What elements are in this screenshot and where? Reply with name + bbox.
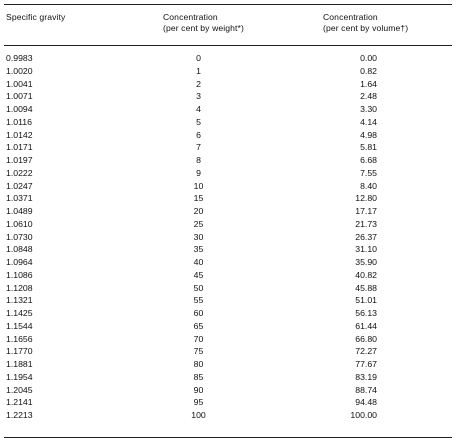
- cell-specific-gravity: 1.1208: [6, 282, 33, 293]
- table-row: [0, 65, 456, 78]
- cell-weight-percent: 2: [196, 78, 201, 89]
- table-row: [0, 154, 456, 167]
- table-row: [0, 345, 456, 358]
- header-concentration-volume: [323, 12, 408, 34]
- table-row: [0, 141, 456, 154]
- header-divider-rule: [4, 45, 452, 46]
- cell-volume-percent: 3.30: [360, 104, 377, 114]
- cell-volume-percent: 26.37: [355, 231, 377, 242]
- cell-volume-percent: 66.80: [355, 333, 377, 344]
- cell-volume-percent: 35.90: [355, 257, 377, 267]
- table-row: [0, 243, 456, 256]
- table-row: [0, 396, 456, 409]
- table-row: [0, 371, 456, 384]
- header-weight-line1: Concentration: [163, 12, 218, 22]
- cell-specific-gravity: 1.1086: [6, 269, 33, 280]
- cell-specific-gravity: 1.0071: [6, 91, 33, 102]
- cell-specific-gravity: 1.1954: [6, 371, 33, 382]
- cell-weight-percent: 25: [193, 218, 204, 229]
- cell-specific-gravity: 0.9983: [6, 53, 33, 63]
- table-row: [0, 333, 456, 346]
- table-row: [0, 52, 456, 65]
- cell-specific-gravity: 1.0964: [6, 257, 33, 267]
- header-volume-line2: (per cent by volume†): [323, 23, 409, 33]
- cell-volume-percent: 100.00: [350, 410, 377, 420]
- cell-specific-gravity: 1.1656: [6, 333, 33, 344]
- cell-volume-percent: 0.00: [360, 53, 377, 63]
- cell-specific-gravity: 1.1544: [6, 320, 33, 331]
- cell-specific-gravity: 1.0116: [6, 116, 32, 127]
- table-row: [0, 256, 456, 269]
- cell-specific-gravity: 1.2045: [6, 384, 33, 395]
- cell-volume-percent: 17.17: [355, 206, 377, 216]
- cell-specific-gravity: 1.0489: [6, 206, 33, 216]
- header-concentration-weight: [163, 12, 244, 34]
- cell-volume-percent: 51.01: [355, 295, 377, 306]
- cell-weight-percent: 100: [191, 410, 206, 420]
- cell-specific-gravity: 1.0094: [6, 104, 33, 114]
- cell-weight-percent: 95: [193, 397, 204, 408]
- cell-volume-percent: 21.73: [355, 218, 377, 229]
- cell-specific-gravity: 1.0371: [6, 193, 33, 204]
- table-row: [0, 129, 456, 142]
- cell-volume-percent: 2.48: [360, 91, 377, 102]
- cell-volume-percent: 0.82: [360, 65, 377, 76]
- cell-weight-percent: 50: [193, 282, 204, 293]
- cell-volume-percent: 94.48: [355, 397, 377, 408]
- cell-volume-percent: 12.80: [355, 193, 377, 204]
- cell-weight-percent: 60: [193, 308, 204, 318]
- table-row: [0, 90, 456, 103]
- cell-specific-gravity: 1.0247: [6, 180, 33, 191]
- table-row: [0, 180, 456, 193]
- cell-volume-percent: 56.13: [355, 308, 377, 318]
- cell-specific-gravity: 1.0041: [6, 78, 33, 89]
- cell-weight-percent: 10: [193, 180, 204, 191]
- cell-weight-percent: 35: [193, 244, 204, 255]
- cell-weight-percent: 85: [193, 371, 204, 382]
- cell-volume-percent: 1.64: [360, 78, 377, 89]
- table-row: [0, 358, 456, 371]
- cell-weight-percent: 90: [193, 384, 204, 395]
- table-row: [0, 320, 456, 333]
- cell-specific-gravity: 1.0171: [6, 142, 33, 153]
- table-row: [0, 192, 456, 205]
- table-row: [0, 282, 456, 295]
- cell-volume-percent: 83.19: [355, 371, 377, 382]
- cell-volume-percent: 45.88: [355, 282, 377, 293]
- cell-volume-percent: 4.14: [360, 116, 377, 127]
- cell-weight-percent: 0: [196, 53, 201, 63]
- cell-specific-gravity: 1.2141: [6, 397, 33, 408]
- table-row: [0, 78, 456, 91]
- cell-specific-gravity: 1.0222: [6, 167, 33, 178]
- header-specific-gravity: [6, 12, 65, 23]
- table-row: [0, 116, 456, 129]
- cell-weight-percent: 1: [196, 65, 201, 76]
- cell-weight-percent: 5: [196, 116, 201, 127]
- table-top-rule: [4, 4, 452, 5]
- cell-weight-percent: 30: [193, 231, 204, 242]
- table-bottom-rule: [4, 437, 452, 438]
- table-row: [0, 384, 456, 397]
- table-row: [0, 167, 456, 180]
- table-row: [0, 307, 456, 320]
- cell-weight-percent: 3: [196, 91, 201, 102]
- cell-weight-percent: 70: [193, 333, 204, 344]
- cell-weight-percent: 6: [196, 129, 201, 140]
- cell-specific-gravity: 1.1425: [6, 308, 33, 318]
- cell-volume-percent: 6.68: [360, 155, 377, 165]
- cell-specific-gravity: 1.1321: [6, 295, 33, 306]
- cell-weight-percent: 45: [193, 269, 204, 280]
- cell-volume-percent: 61.44: [355, 320, 377, 331]
- cell-weight-percent: 20: [193, 206, 204, 216]
- cell-volume-percent: 31.10: [355, 244, 377, 255]
- table-row: [0, 294, 456, 307]
- cell-weight-percent: 15: [193, 193, 204, 204]
- table-row: [0, 205, 456, 218]
- cell-specific-gravity: 1.0610: [6, 218, 33, 229]
- cell-specific-gravity: 1.2213: [6, 410, 33, 420]
- cell-weight-percent: 4: [196, 104, 201, 114]
- cell-weight-percent: 8: [196, 155, 201, 165]
- cell-volume-percent: 8.40: [360, 180, 377, 191]
- cell-weight-percent: 80: [193, 359, 204, 369]
- cell-specific-gravity: 1.0142: [6, 129, 33, 140]
- cell-volume-percent: 77.67: [355, 359, 377, 369]
- header-volume-line1: Concentration: [323, 12, 378, 22]
- cell-specific-gravity: 1.1770: [6, 346, 33, 357]
- cell-weight-percent: 75: [193, 346, 204, 357]
- cell-specific-gravity: 1.0848: [6, 244, 33, 255]
- table-row: [0, 218, 456, 231]
- cell-weight-percent: 9: [196, 167, 201, 178]
- cell-volume-percent: 4.98: [360, 129, 377, 140]
- cell-weight-percent: 65: [193, 320, 204, 331]
- cell-volume-percent: 40.82: [355, 269, 377, 280]
- cell-volume-percent: 5.81: [360, 142, 377, 153]
- cell-weight-percent: 7: [196, 142, 201, 153]
- header-weight-line2: (per cent by weight*): [163, 23, 244, 33]
- cell-weight-percent: 40: [193, 257, 204, 267]
- cell-specific-gravity: 1.0730: [6, 231, 33, 242]
- cell-volume-percent: 7.55: [360, 167, 377, 178]
- cell-specific-gravity: 1.0197: [6, 155, 33, 165]
- cell-specific-gravity: 1.1881: [6, 359, 33, 369]
- table-row: [0, 231, 456, 244]
- cell-weight-percent: 55: [193, 295, 204, 306]
- header-specific-gravity-label: Specific gravity: [6, 12, 66, 22]
- table-body: [0, 52, 456, 422]
- table-row: [0, 103, 456, 116]
- cell-volume-percent: 72.27: [355, 346, 377, 357]
- cell-specific-gravity: 1.0020: [6, 65, 33, 76]
- table-row: [0, 409, 456, 422]
- cell-volume-percent: 88.74: [355, 384, 377, 395]
- table-row: [0, 269, 456, 282]
